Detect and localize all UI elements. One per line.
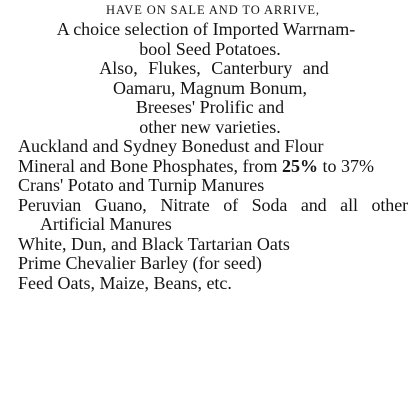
advert-heading: HAVE ON SALE AND TO ARRIVE, — [106, 3, 320, 17]
product-item-text: Auckland and Sydney Bonedust and Flour — [18, 136, 324, 156]
intro-block — [12, 20, 408, 59]
varieties-line: Breeses' Prolific and — [135, 97, 285, 117]
product-item-barley — [12, 254, 408, 274]
product-item-oats — [12, 235, 408, 255]
product-item-feed — [12, 274, 408, 294]
product-item-text: Feed Oats, Maize, Beans, etc. — [18, 272, 232, 293]
intro-line: A choice selection of Imported Warrnam- — [56, 19, 356, 39]
varieties-line: Also, Flukes, Canterbury and — [99, 58, 329, 78]
varieties-line: other new varieties. — [139, 116, 281, 137]
product-item-text: Peruvian Guano, Nitrate of Soda and all other Artificial Manures — [18, 194, 408, 234]
product-list — [12, 137, 408, 293]
intro-line: bool Seed Potatoes. — [139, 38, 281, 59]
product-item-phosphates — [12, 157, 408, 177]
product-item-guano — [12, 196, 408, 235]
percent-to: 37% — [340, 155, 374, 176]
product-item-text: Crans' Potato and Turnip Manures — [18, 175, 265, 195]
product-item-manures — [12, 176, 408, 196]
varieties-line: Oamaru, Magnum Bonum, — [113, 77, 307, 98]
product-item-text: to — [317, 155, 341, 176]
product-item-text: Mineral and Bone Phosphates, from — [18, 155, 282, 176]
product-item-text: Prime Chevalier Barley (for seed) — [18, 253, 262, 273]
product-item-text: White, Dun, and Black Tartarian Oats — [18, 233, 290, 254]
product-item-bonedust — [12, 137, 408, 157]
percent-from: 25% — [281, 155, 318, 176]
varieties-block — [12, 59, 408, 137]
